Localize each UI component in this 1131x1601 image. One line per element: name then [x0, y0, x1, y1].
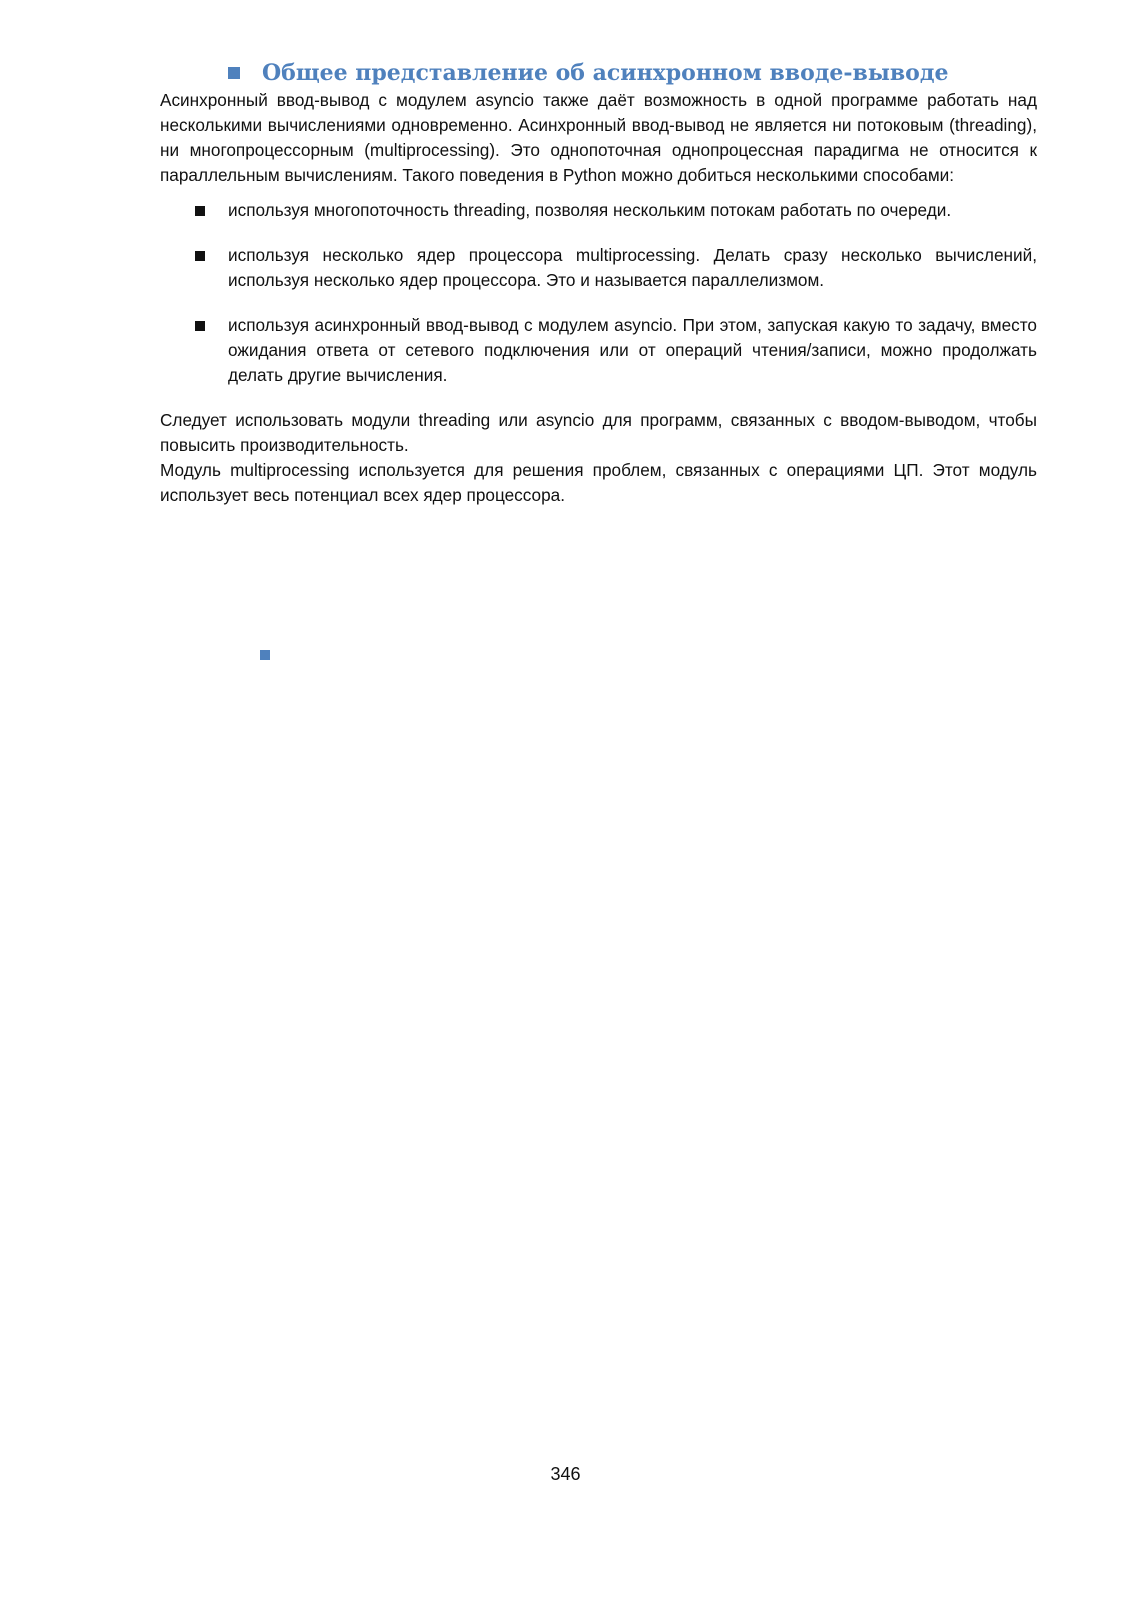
bullet-square-icon	[195, 206, 205, 216]
section-heading-text: Общее представление об асинхронном вводе-выводе	[262, 60, 949, 86]
list-item-text: используя асинхронный ввод-вывод с модулем asyncio. При этом, запуская какую то задачу, вместо ожидания ответа от сетевого подключения или от операций чтения/записи, можно продолжать делать другие вычисления.	[228, 315, 1037, 385]
bullet-square-icon	[195, 251, 205, 261]
list-item	[160, 198, 1037, 223]
section-heading	[160, 58, 1037, 88]
multiprocessing-paragraph: Модуль multiprocessing используется для решения проблем, связанных с операциями ЦП. Этот модуль использует весь потенциал всех ядер процессора.	[160, 460, 1037, 505]
intro-paragraph: Асинхронный ввод-вывод с модулем asyncio также даёт возможность в одной программе работать над несколькими вычислениями одновременно. Асинхронный ввод-вывод не является ни потоковым (threading), ни многопроцессорным (multiprocessing). Это однопоточная однопроцессная парадигма не относится к параллельным вычислениям. Такого поведения в Python можно добиться несколькими способами:	[160, 90, 1037, 185]
threading-paragraph: Следует использовать модули threading или asyncio для программ, связанных с вводом-выводом, чтобы повысить производительность.	[160, 410, 1037, 455]
page-number: 346	[550, 1464, 581, 1484]
stray-square-icon	[260, 650, 270, 660]
list-item-text: используя многопоточность threading, позволяя нескольким потокам работать по очереди.	[228, 200, 952, 220]
list-item	[160, 243, 1037, 293]
page-body	[160, 58, 1037, 508]
heading-square-icon	[228, 67, 240, 79]
bullet-square-icon	[195, 321, 205, 331]
list-item-text: используя несколько ядер процессора multiprocessing. Делать сразу несколько вычислений, используя несколько ядер процессора. Это и называется параллелизмом.	[228, 245, 1037, 290]
methods-list	[160, 198, 1037, 388]
list-item	[160, 313, 1037, 388]
